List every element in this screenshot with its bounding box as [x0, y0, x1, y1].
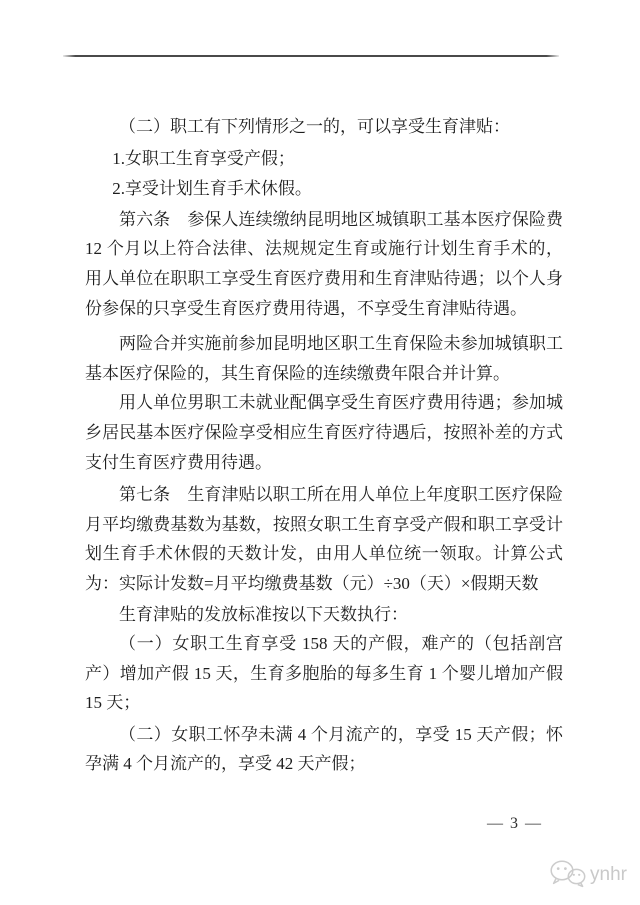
paragraph: 1.女职工生育享受产假；	[112, 148, 295, 168]
paragraph: 两险合并实施前参加昆明地区职工生育保险未参加城镇职工基本医疗保险的，其生育保险的连续缴费年限合并计算。	[85, 334, 563, 383]
wechat-icon	[549, 859, 587, 890]
paragraph: 2.享受计划生育手术休假。	[112, 179, 312, 199]
watermark-label: ynhr	[590, 864, 627, 885]
page-number: — 3 —	[487, 815, 543, 832]
paragraph: 用人单位男职工未就业配偶享受生育医疗费用待遇；参加城乡居民基本医疗保险享受相应生育医疗待遇后，按照补差的方式支付生育医疗费用待遇。	[85, 393, 563, 472]
paragraph: （二）女职工怀孕未满 4 个月流产的，享受 15 天产假；怀孕满 4 个月流产的，享受 42 天产假；	[85, 724, 563, 774]
paragraph: 生育津贴的发放标准按以下天数执行：	[119, 604, 408, 624]
paragraph: 第七条 生育津贴以职工所在用人单位上年度职工医疗保险月平均缴费基数为基数，按照女职工生育享受产假和职工享受计划生育手术休假的天数计发，由用人单位统一领取。计算公式为：实际计发数=月平均缴费基数（元）÷30（天）×假期天数	[85, 485, 563, 593]
paragraph: 第六条 参保人连续缴纳昆明地区城镇职工基本医疗保险费 12 个月以上符合法律、法规规定生育或施行计划生育手术的，用人单位在职职工享受生育医疗费用和生育津贴待遇；以个人身份参保的只享受生育医疗费用待遇，不享受生育津贴待遇。	[85, 209, 563, 318]
document-body	[85, 112, 563, 779]
watermark	[549, 859, 627, 890]
paragraph: （一）女职工生育享受 158 天的产假，难产的（包括剖宫产）增加产假 15 天，生育多胞胎的每多生育 1 个婴儿增加产假 15 天；	[85, 634, 563, 713]
paragraph: （二）职工有下列情形之一的，可以享受生育津贴：	[119, 117, 510, 136]
header-rule	[63, 55, 559, 57]
